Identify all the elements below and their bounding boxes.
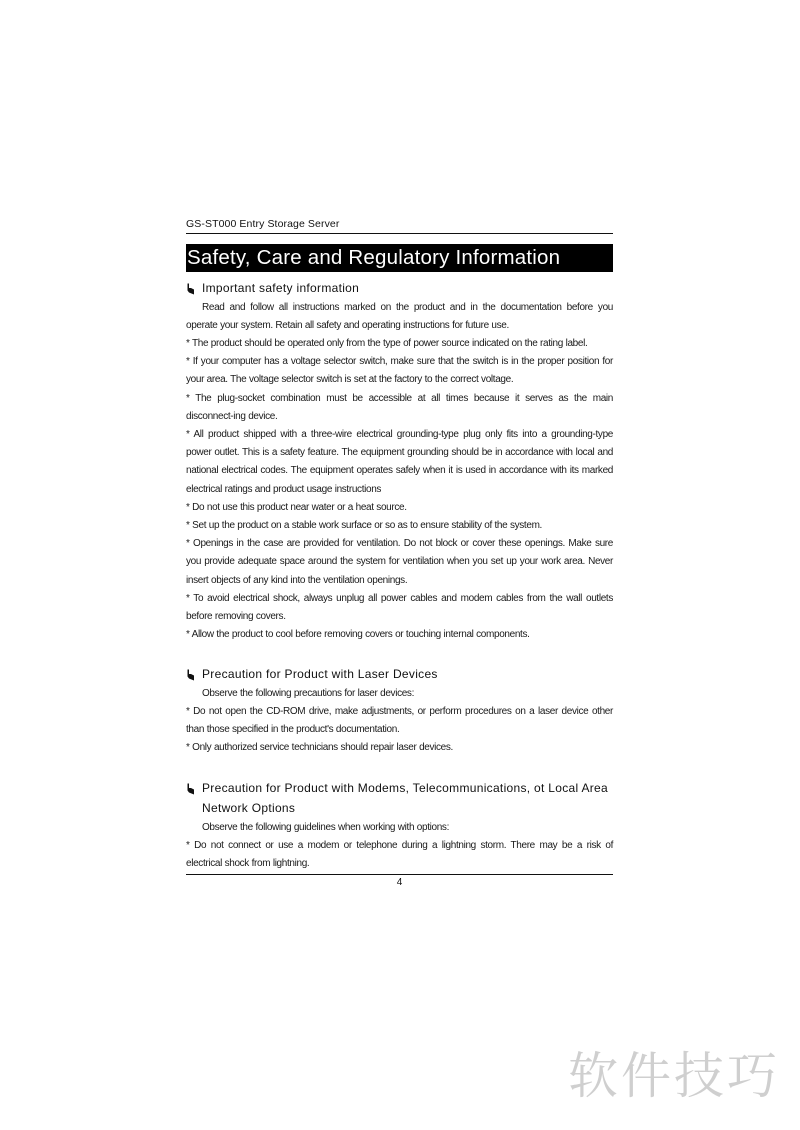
page-title: Safety, Care and Regulatory Information [186, 244, 613, 272]
paragraph: * All product shipped with a three-wire electrical grounding-type plug only fits into a grounding-type power outlet. This is a safety feature. The equipment grounding should be in accordance with local and national electrical codes. The equipment operates safely when it is used in accordance with its marked electrical ratings and product usage instructions [186, 428, 613, 495]
paragraph: Observe the following precautions for laser devices: [202, 687, 415, 699]
paragraph: * If your computer has a voltage selector switch, make sure that the switch is in the proper position for your area. The voltage selector switch is set at the factory to the correct voltage. [186, 356, 613, 386]
hand-pointer-icon [186, 783, 195, 795]
paragraph: Observe the following guidelines when working with options: [202, 821, 450, 833]
paragraph: * Do not open the CD-ROM drive, make adjustments, or perform procedures on a laser device other than those specified in the product's documentation. [186, 706, 613, 736]
paragraph: * Openings in the case are provided for ventilation. Do not block or cover these openings. Make sure you provide adequate space around the system for ventilation when you set up your work area. Never insert objects of any kind into the ventilation openings. [186, 538, 613, 586]
section-heading-text: Precaution for Product with Laser Devices [202, 667, 438, 682]
paragraph: * Allow the product to cool before removing covers or touching internal components. [186, 629, 530, 641]
watermark: 软件技巧 [568, 1047, 780, 1105]
section-heading-text: Precaution for Product with Modems, Telecommunications, ot Local Area [202, 780, 608, 795]
footer-rule [186, 874, 613, 875]
section-modems-telecom [186, 778, 613, 874]
paragraph: * Do not use this product near water or a heat source. [186, 501, 407, 513]
paragraph: * The product should be operated only from the type of power source indicated on the rating label. [186, 337, 588, 349]
section-heading-text: Network Options [202, 801, 296, 816]
hand-pointer-icon [186, 283, 195, 295]
section-laser-devices [186, 664, 613, 757]
paragraph: * The plug-socket combination must be accessible at all times because it serves as the main disconnect-ing device. [186, 392, 613, 422]
running-header: GS-ST000 Entry Storage Server [186, 218, 613, 234]
paragraph: * Set up the product on a stable work surface or so as to ensure stability of the system. [186, 519, 542, 531]
page-number: 4 [396, 877, 403, 888]
paragraph: * To avoid electrical shock, always unplug all power cables and modem cables from the wall outlets before removing covers. [186, 592, 613, 622]
section-heading [186, 778, 613, 819]
hand-pointer-icon [186, 669, 195, 681]
section-heading-text: Important safety information [202, 281, 360, 295]
document-page [186, 218, 613, 873]
paragraph: * Only authorized service technicians should repair laser devices. [186, 742, 453, 754]
section-heading [186, 278, 613, 299]
paragraph: * Do not connect or use a modem or telephone during a lightning storm. There may be a risk of electrical shock from lightning. [186, 839, 613, 870]
paragraph: Read and follow all instructions marked on the product and in the documentation before you operate your system. Retain all safety and operating instructions for future use. [186, 301, 613, 331]
section-important-safety [186, 278, 613, 644]
section-heading [186, 664, 613, 685]
